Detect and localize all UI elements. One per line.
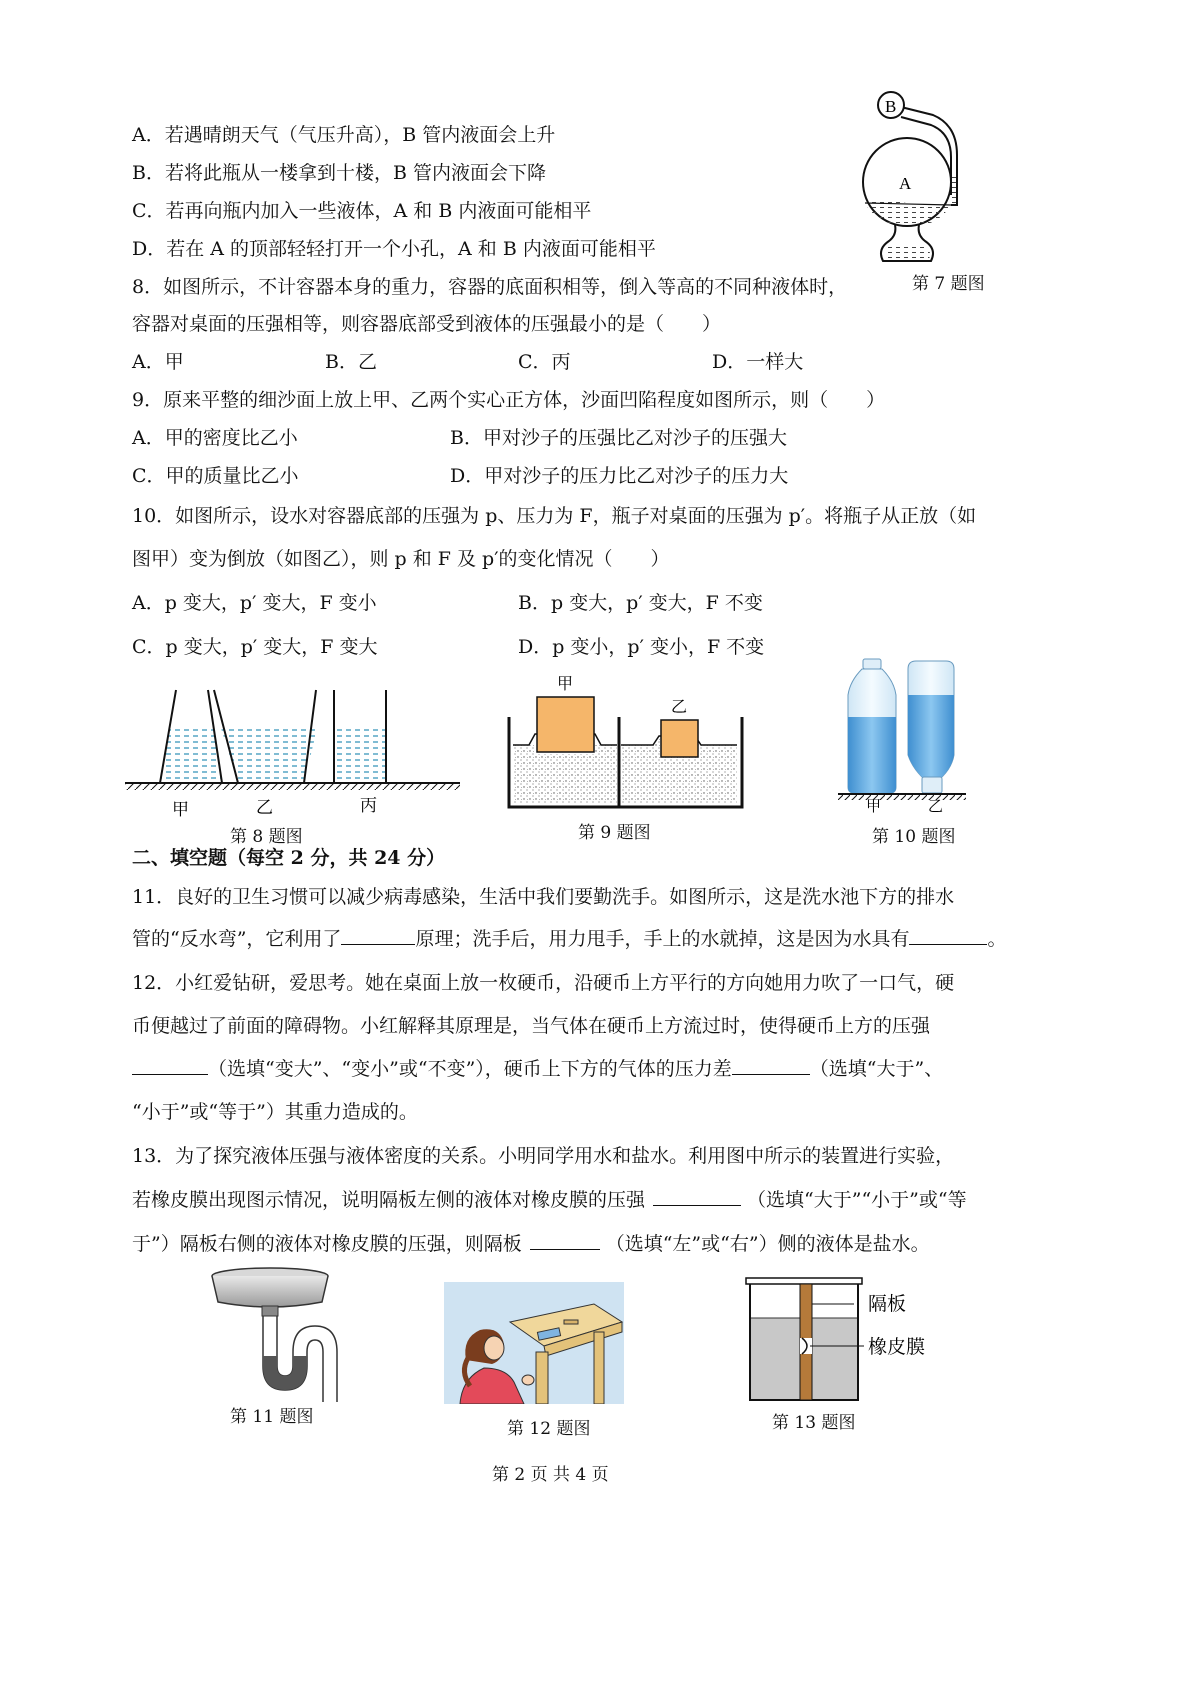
q8-stem-line2: 容器对桌面的压强相等，则容器底部受到液体的压强最小的是（ ） [132, 313, 722, 335]
q11-text-c: 。 [987, 928, 1007, 950]
q13-blank-1[interactable] [653, 1187, 741, 1206]
q8-option-d: D．一样大 [712, 351, 804, 373]
q9-option-a: A．甲的密度比乙小 [132, 427, 298, 449]
q12-girl-blowing-coin-figure [444, 1282, 624, 1404]
q10-option-b: B．p 变大，p′ 变大，F 不变 [518, 592, 763, 614]
q8-stem-line1: 8．如图所示，不计容器本身的重力，容器的底面积相等，倒入等高的不同种液体时， [132, 276, 848, 298]
q13-label-membrane: 橡皮膜 [868, 1336, 926, 1358]
q11-caption: 第 11 题图 [230, 1407, 314, 1427]
q13-text-b: （选填“大于”“小于”或“等 [747, 1189, 967, 1211]
q11-text-a: 管的“反水弯”，它利用了 [132, 928, 342, 950]
q11-blank-2[interactable] [909, 926, 987, 945]
q11-text-b: 原理；洗手后，用力甩手，手上的水就掉，这是因为水具有 [415, 928, 910, 950]
q9-option-c: C．甲的质量比乙小 [132, 465, 299, 487]
q8-option-a: A．甲 [132, 351, 184, 373]
q10-stem-line1: 10．如图所示，设水对容器底部的压强为 p、压力为 F，瓶子对桌面的压强为 p′。将瓶子从正放（如 [132, 505, 977, 527]
q9-stem: 9．原来平整的细沙面上放上甲、乙两个实心正方体，沙面凹陷程度如图所示，则（ ） [132, 389, 886, 411]
q10-option-d: D．p 变小，p′ 变小，F 不变 [518, 636, 765, 658]
q7-label-b: B [885, 97, 897, 116]
q8-option-c: C．丙 [518, 351, 571, 373]
q8-label-bing: 丙 [360, 796, 377, 816]
q9-option-b: B．甲对沙子的压强比乙对沙子的压强大 [450, 427, 787, 449]
q8-caption: 第 8 题图 [230, 827, 303, 847]
q9-label-jia: 甲 [557, 674, 574, 693]
q12-blank-1[interactable] [132, 1056, 208, 1075]
q7-option-a: A．若遇晴朗天气（气压升高），B 管内液面会上升 [132, 124, 556, 146]
q9-caption: 第 9 题图 [578, 823, 651, 843]
q12-line2: 币便越过了前面的障碍物。小红解释其原理是，当气体在硬币上方流过时，使得硬币上方的压强 [132, 1015, 931, 1037]
q10-option-c: C．p 变大，p′ 变大，F 变大 [132, 636, 378, 658]
q12-line4: “小于”或“等于”）其重力造成的。 [132, 1101, 418, 1123]
q10-stem-line2: 图甲）变为倒放（如图乙），则 p 和 F 及 p′的变化情况（ ） [132, 548, 670, 570]
q13-text-b2: （选填“左”或“右”）侧的液体是盐水。 [605, 1233, 930, 1255]
q13-text-a2: 于”）隔板右侧的液体对橡皮膜的压强，则隔板 [132, 1233, 522, 1255]
q13-label-partition: 隔板 [868, 1293, 907, 1315]
q7-caption: 第 7 题图 [912, 274, 985, 294]
q9-option-d: D．甲对沙子的压力比乙对沙子的压力大 [450, 465, 789, 487]
q10-bottles-figure [836, 655, 971, 815]
q9-label-yi: 乙 [671, 697, 688, 716]
page-footer: 第 2 页 共 4 页 [492, 1465, 609, 1485]
q8-option-b: B．乙 [325, 351, 377, 373]
q10-label-yi: 乙 [928, 797, 944, 815]
q12-blank-2[interactable] [732, 1056, 810, 1075]
q13-line2 [132, 1187, 967, 1213]
q11-sink-trap-figure [208, 1266, 338, 1408]
q7-barometer-figure [855, 85, 985, 280]
q8-containers-figure [120, 685, 465, 820]
q7-option-d: D．若在 A 的顶部轻轻打开一个小孔，A 和 B 内液面可能相平 [132, 238, 656, 260]
q10-label-jia: 甲 [866, 797, 882, 815]
q13-caption: 第 13 题图 [772, 1413, 856, 1433]
q8-label-jia: 甲 [172, 800, 189, 820]
q12-caption: 第 12 题图 [507, 1419, 591, 1439]
q10-caption: 第 10 题图 [872, 827, 956, 847]
q12-text-b: （选填“大于”、 [809, 1058, 944, 1080]
q8-label-yi: 乙 [256, 798, 273, 818]
q13-partition-container-figure [740, 1276, 950, 1406]
q10-option-a: A．p 变大，p′ 变大，F 变小 [132, 592, 377, 614]
q13-blank-2[interactable] [530, 1231, 600, 1250]
q11-line2 [132, 926, 1006, 952]
q12-line1: 12．小红爱钻研，爱思考。她在桌面上放一枚硬币，沿硬币上方平行的方向她用力吹了一口气，硬 [132, 972, 955, 994]
q13-text-a: 若橡皮膜出现图示情况，说明隔板左侧的液体对橡皮膜的压强 [132, 1189, 646, 1211]
section-title-fill-in: 二、填空题（每空 2 分，共 24 分） [132, 847, 446, 869]
q13-line3 [132, 1231, 930, 1257]
q7-label-a: A [899, 174, 912, 193]
q12-line3 [132, 1056, 943, 1082]
q11-blank-1[interactable] [341, 926, 415, 945]
q13-line1: 13．为了探究液体压强与液体密度的关系。小明同学用水和盐水。利用图中所示的装置进行实验， [132, 1145, 955, 1167]
q7-option-b: B．若将此瓶从一楼拿到十楼，B 管内液面会下降 [132, 162, 546, 184]
q9-sand-figure [505, 672, 750, 812]
q7-option-c: C．若再向瓶内加入一些液体，A 和 B 内液面可能相平 [132, 200, 592, 222]
q11-line1: 11．良好的卫生习惯可以减少病毒感染，生活中我们要勤洗手。如图所示，这是洗水池下方的排水 [132, 886, 955, 908]
q12-text-a: （选填“变大”、“变小”或“不变”），硬币上下方的气体的压力差 [208, 1058, 732, 1080]
